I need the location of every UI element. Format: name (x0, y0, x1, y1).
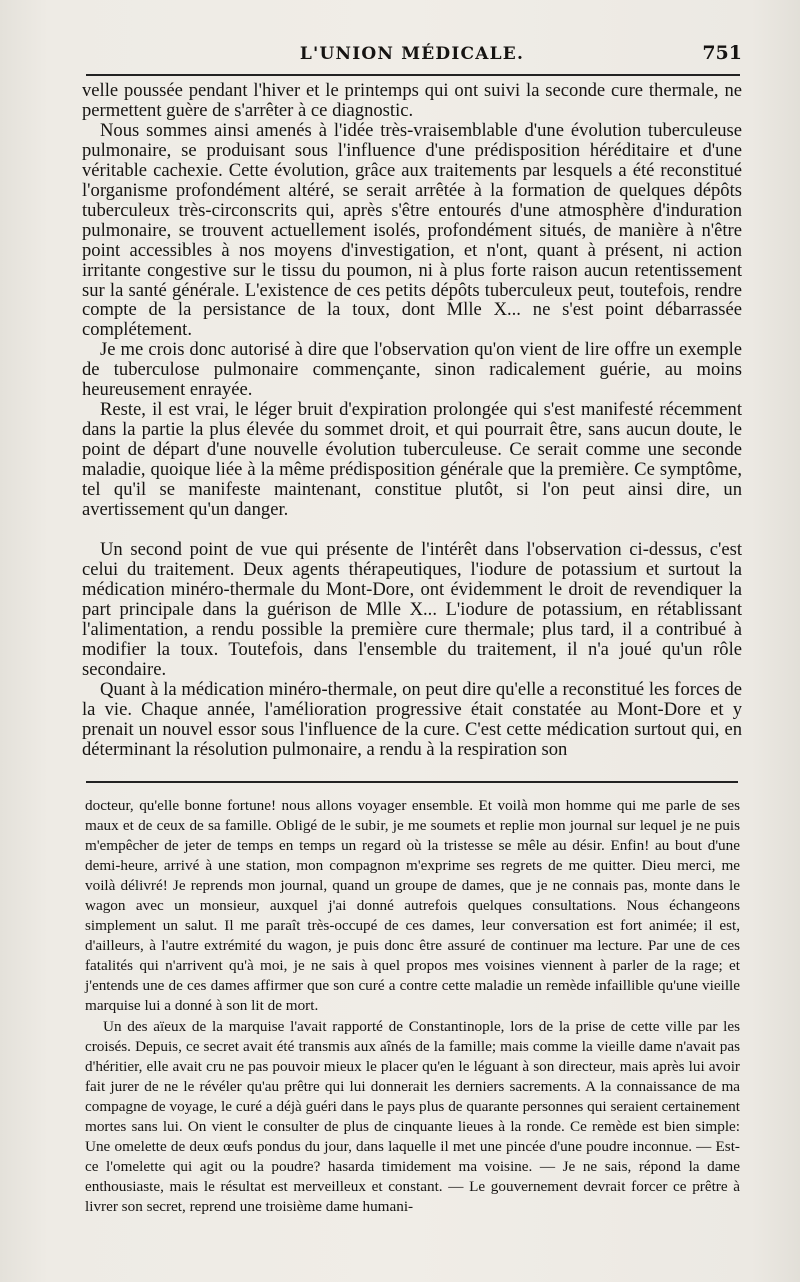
paragraph: Je me crois donc autorisé à dire que l'observation qu'on vient de lire offre un exemple de tuberculose pulmonaire commençante, sinon radicalement guérie, au moins heureusement enrayée. (82, 339, 742, 401)
main-text (82, 81, 742, 759)
paragraph: velle poussée pendant l'hiver et le printemps qui ont suivi la seconde cure thermale, ne permettent guère de s'arrêter à ce diagnostic. (82, 80, 742, 121)
page-number: 751 (702, 42, 742, 64)
header-rule (86, 74, 740, 76)
feuilleton-rule (86, 781, 738, 783)
section-gap (82, 520, 742, 540)
paragraph: Nous sommes ainsi amenés à l'idée très-vraisemblable d'une évolution tuberculeuse pulmonaire, se produisant sous l'influence d'une prédisposition héréditaire et d'une véritable cachexie. Cette évolution, grâce aux traitements par lesquels a été reconstitué l'organisme profondément altéré, se serait arrêtée à la formation de quelques dépôts tuberculeux très-circonscrits qui, après s'être entourés d'une atmosphère d'induration pulmonaire, se trouvent actuellement isolés, profondément situés, de manière à n'être point accessibles à nos moyens d'investigation, et n'ont, quant à présent, ni action irritante congestive sur le tissu du poumon, ni à plus forte raison aucun retentissement sur la santé générale. L'existence de ces petits dépôts tuberculeux peut, toutefois, rendre compte de la persistance de la toux, dont Mlle X... ne s'est point débarrassée complétement. (82, 119, 742, 341)
running-title: L'UNION MÉDICALE. (299, 44, 525, 64)
feuilleton-paragraph: docteur, qu'elle bonne fortune! nous allons voyager ensemble. Et voilà mon homme qui me parle de ses maux et de ceux de sa famille. Obligé de le subir, je me soumets et replie mon journal sur lequel je ne puis m'empêcher de jeter de temps en temps un regard où la tristesse se mêle au désir. Enfin! au bout d'une demi-heure, arrivé à une station, mon compagnon m'exprime ses regrets de me quitter. Dieu merci, me voilà délivré! Je reprends mon journal, quand un groupe de dames, que je ne connais pas, monte dans le wagon avec un monsieur, auxquel j'ai donné autrefois quelques consultations. Nous échangeons simplement un salut. Il me paraît très-occupé de ces dames, leur conversation est fort animée; il est, d'ailleurs, à l'autre extrémité du wagon, je puis donc être assuré de continuer ma lecture. Par une de ces fatalités qui n'arrivent qu'à moi, je ne sais à quel propos mes voisines viennent à parler de la rage; et j'entends une de ces dames affirmer que son curé a contre cette maladie un remède infaillible qu'une vieille marquise lui a donné à son lit de mort. (85, 797, 740, 1015)
feuilleton-paragraph: Un des aïeux de la marquise l'avait rapporté de Constantinople, lors de la prise de cette ville par les croisés. Depuis, ce secret avait été transmis aux aînés de la famille; mais comme la vieille dame n'avait pas d'héritier, elle avait cru ne pas pouvoir mieux le placer qu'en le léguant à son directeur, mais après lui avoir fait jurer de ne le révéler qu'au prêtre qui lui donnerait les derniers sacrements. A la connaissance de ma compagne de voyage, le curé a déjà guéri dans le pays plus de quarante personnes qui seraient certainement mortes sans lui. On vient le consulter de plus de cinquante lieues à la ronde. Ce remède est bien simple: Une omelette de deux œufs pondus du jour, dans laquelle il met une pincée d'une poudre inconnue. — Est-ce l'omelette qui agit ou la poudre? hasarda timidement ma voisine. — Je ne sais, répond la dame enthousiaste, mais le résultat est merveilleux et constant. — Le gouvernement devrait forcer ce prêtre à livrer son secret, reprend une troisième dame humani- (85, 1017, 740, 1215)
paragraph: Un second point de vue qui présente de l'intérêt dans l'observation ci-dessus, c'est celui du traitement. Deux agents thérapeutiques, l'iodure de potassium et surtout la médication minéro-thermale du Mont-Dore, ont évidemment le droit de revendiquer la part principale dans la guérison de Mlle X... L'iodure de potassium, en rétablissant l'alimentation, a rendu possible la première cure thermale; plus tard, il a contribué à modifier la toux. Toutefois, dans l'ensemble du traitement, il n'a joué qu'un rôle secondaire. (82, 538, 742, 680)
feuilleton-text (85, 796, 740, 1217)
paragraph: Quant à la médication minéro-thermale, on peut dire qu'elle a reconstitué les forces de la vie. Chaque année, l'amélioration progressive était constatée au Mont-Dore et y prenait un nouvel essor sous l'influence de la cure. C'est cette médication surtout qui, en déterminant la résolution pulmonaire, a rendu à la respiration son (82, 678, 742, 760)
paragraph: Reste, il est vrai, le léger bruit d'expiration prolongée qui s'est manifesté récemment dans la partie la plus élevée du sommet droit, et qui pourrait être, sans aucun doute, le point de départ d'une nouvelle évolution tuberculeuse. Ce serait comme une seconde maladie, quoique liée à la même prédisposition générale que la première. Ce symptôme, tel qu'il se manifeste maintenant, constitue plutôt, si l'on peut ainsi dire, un avertissement qu'un danger. (82, 399, 742, 521)
running-head (82, 40, 742, 70)
